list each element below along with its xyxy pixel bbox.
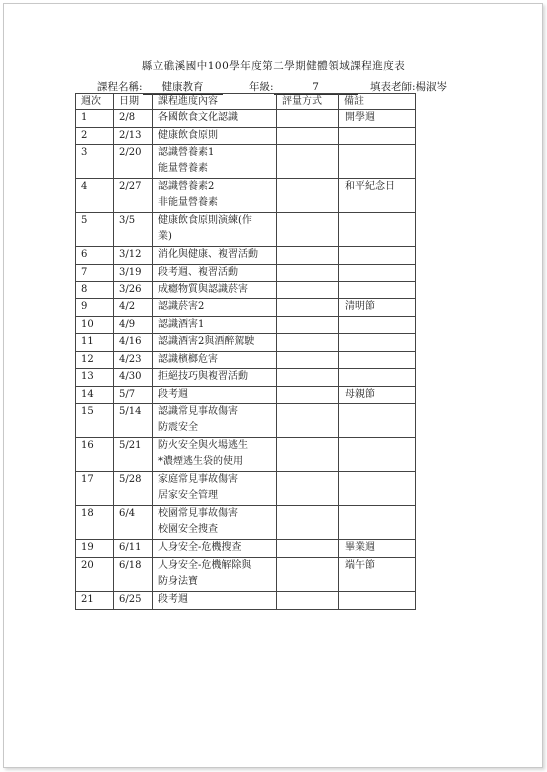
course-name-label: 課程名稱:: [97, 81, 143, 93]
evaluation-cell: [277, 299, 339, 317]
evaluation-cell: [277, 128, 339, 145]
content-cell: [153, 317, 277, 334]
date-cell: 5/7: [114, 387, 153, 404]
table-row: [76, 265, 416, 282]
date-cell: 2/20: [114, 145, 153, 179]
week-cell: 8: [76, 282, 114, 299]
table-row: [76, 438, 416, 472]
evaluation-cell: [277, 472, 339, 506]
table-row: [76, 352, 416, 369]
date-cell: 4/23: [114, 352, 153, 369]
date-cell: 3/5: [114, 213, 153, 247]
teacher-value: 楊淑岑: [415, 81, 448, 93]
week-cell: 13: [76, 369, 114, 387]
content-line: 健康飲食原則演練(作: [158, 215, 252, 226]
evaluation-cell: [277, 213, 339, 247]
content-cell: [153, 438, 277, 472]
content-cell: [153, 558, 277, 592]
week-cell: 17: [76, 472, 114, 506]
content-cell: [153, 352, 277, 369]
evaluation-cell: [277, 352, 339, 369]
week-cell: 19: [76, 540, 114, 558]
evaluation-cell: [277, 247, 339, 265]
date-cell: 4/16: [114, 334, 153, 352]
table-row: [76, 506, 416, 540]
table-row: [76, 317, 416, 334]
note-cell: [339, 213, 416, 247]
date-cell: 5/28: [114, 472, 153, 506]
week-cell: 2: [76, 128, 114, 145]
content-line: *濃煙逃生袋的使用: [158, 456, 243, 467]
content-cell: [153, 299, 277, 317]
date-cell: 2/8: [114, 110, 153, 128]
note-cell: [339, 352, 416, 369]
content-line: 認識營養素2: [158, 181, 215, 192]
content-line: 非能量營養素: [158, 197, 218, 208]
table-header-row: [76, 94, 416, 110]
content-cell: [153, 128, 277, 145]
content-cell: [153, 247, 277, 265]
note-cell: [339, 438, 416, 472]
table-row: [76, 213, 416, 247]
note-cell: [339, 334, 416, 352]
content-line: 防震安全: [158, 422, 198, 433]
date-cell: 2/13: [114, 128, 153, 145]
content-cell: [153, 592, 277, 610]
table-row: [76, 247, 416, 265]
week-cell: 14: [76, 387, 114, 404]
date-cell: 6/18: [114, 558, 153, 592]
note-cell: 清明節: [339, 299, 416, 317]
content-line: 認識菸害2: [158, 301, 205, 312]
date-cell: 6/25: [114, 592, 153, 610]
evaluation-cell: [277, 110, 339, 128]
date-cell: 4/30: [114, 369, 153, 387]
evaluation-cell: [277, 369, 339, 387]
teacher-field: [370, 79, 447, 94]
date-cell: 3/19: [114, 265, 153, 282]
week-cell: 6: [76, 247, 114, 265]
date-cell: 4/2: [114, 299, 153, 317]
week-cell: 18: [76, 506, 114, 540]
document-title: 縣立礁溪國中100學年度第二學期健體領域課程進度表: [141, 60, 406, 72]
week-cell: 15: [76, 404, 114, 438]
table-row: [76, 369, 416, 387]
content-cell: [153, 404, 277, 438]
note-cell: 和平紀念日: [339, 179, 416, 213]
content-line: 認識營養素1: [158, 147, 215, 158]
evaluation-cell: [277, 592, 339, 610]
content-line: 能量營養素: [158, 163, 208, 174]
evaluation-cell: [277, 317, 339, 334]
content-line: 認識酒害2與酒醉駕駛: [158, 336, 255, 347]
week-cell: 4: [76, 179, 114, 213]
table-row: [76, 145, 416, 179]
content-line: 防身法寶: [158, 576, 198, 587]
content-cell: [153, 387, 277, 404]
evaluation-cell: [277, 438, 339, 472]
note-cell: 畢業週: [339, 540, 416, 558]
week-cell: 12: [76, 352, 114, 369]
date-cell: 6/4: [114, 506, 153, 540]
note-cell: [339, 265, 416, 282]
week-cell: 9: [76, 299, 114, 317]
table-row: [76, 472, 416, 506]
evaluation-cell: [277, 506, 339, 540]
week-cell: 21: [76, 592, 114, 610]
header-evaluation: 評量方式: [277, 94, 339, 110]
note-cell: 開學週: [339, 110, 416, 128]
content-cell: [153, 282, 277, 299]
table-row: [76, 128, 416, 145]
table-row: [76, 540, 416, 558]
table-row: [76, 334, 416, 352]
table-row: [76, 282, 416, 299]
content-cell: [153, 213, 277, 247]
date-cell: 4/9: [114, 317, 153, 334]
header-content: 課程進度內容: [153, 94, 277, 110]
week-cell: 10: [76, 317, 114, 334]
evaluation-cell: [277, 334, 339, 352]
content-line: 各國飲食文化認識: [158, 112, 238, 123]
content-line: 人身安全-危機搜查: [158, 542, 242, 553]
content-cell: [153, 506, 277, 540]
content-line: 認識常見事故傷害: [158, 406, 238, 417]
note-cell: [339, 404, 416, 438]
content-line: 消化與健康、複習活動: [158, 249, 258, 260]
content-line: 居家安全管理: [158, 490, 218, 501]
content-line: 段考週: [158, 594, 188, 605]
content-cell: [153, 369, 277, 387]
table-row: [76, 558, 416, 592]
date-cell: 5/21: [114, 438, 153, 472]
content-cell: [153, 540, 277, 558]
week-cell: 3: [76, 145, 114, 179]
content-cell: [153, 145, 277, 179]
note-cell: [339, 128, 416, 145]
date-cell: 6/11: [114, 540, 153, 558]
note-cell: [339, 145, 416, 179]
content-line: 防火安全與火場逃生: [158, 440, 248, 451]
header-note: 備註: [339, 94, 416, 110]
note-cell: [339, 369, 416, 387]
week-cell: 20: [76, 558, 114, 592]
note-cell: [339, 317, 416, 334]
content-line: 段考週: [158, 389, 188, 400]
week-cell: 16: [76, 438, 114, 472]
content-line: 段考週、複習活動: [158, 267, 238, 278]
content-cell: [153, 110, 277, 128]
table-row: [76, 110, 416, 128]
evaluation-cell: [277, 540, 339, 558]
course-name-value: 健康教育: [143, 81, 223, 95]
evaluation-cell: [277, 387, 339, 404]
header-week: 週次: [76, 94, 114, 110]
grade-label: 年級:: [249, 81, 274, 93]
content-line: 認識檳榔危害: [158, 354, 218, 365]
week-cell: 11: [76, 334, 114, 352]
content-cell: [153, 179, 277, 213]
date-cell: 3/12: [114, 247, 153, 265]
week-cell: 7: [76, 265, 114, 282]
date-cell: 5/14: [114, 404, 153, 438]
evaluation-cell: [277, 145, 339, 179]
content-line: 校園安全搜查: [158, 524, 218, 535]
evaluation-cell: [277, 404, 339, 438]
date-cell: 2/27: [114, 179, 153, 213]
table-row: [76, 179, 416, 213]
content-line: 校園常見事故傷害: [158, 508, 238, 519]
note-cell: [339, 506, 416, 540]
content-cell: [153, 334, 277, 352]
table-row: [76, 592, 416, 610]
evaluation-cell: [277, 558, 339, 592]
note-cell: [339, 282, 416, 299]
evaluation-cell: [277, 265, 339, 282]
content-line: 成癮物質與認識菸害: [158, 284, 248, 295]
content-line: 拒絕技巧與複習活動: [158, 371, 248, 382]
note-cell: [339, 247, 416, 265]
grade-value: 7: [274, 81, 358, 95]
table-row: [76, 387, 416, 404]
note-cell: [339, 592, 416, 610]
week-cell: 5: [76, 213, 114, 247]
content-cell: [153, 265, 277, 282]
note-cell: [339, 472, 416, 506]
table-row: [76, 404, 416, 438]
evaluation-cell: [277, 282, 339, 299]
note-cell: 母親節: [339, 387, 416, 404]
content-line: 人身安全-危機解除與: [158, 560, 252, 571]
header-date: 日期: [114, 94, 153, 110]
table-body: [76, 110, 416, 610]
date-cell: 3/26: [114, 282, 153, 299]
week-cell: 1: [76, 110, 114, 128]
table-row: [76, 299, 416, 317]
content-line: 家庭常見事故傷害: [158, 474, 238, 485]
content-cell: [153, 472, 277, 506]
content-line: 健康飲食原則: [158, 130, 218, 141]
evaluation-cell: [277, 179, 339, 213]
teacher-label: 填表老師:: [370, 81, 416, 93]
schedule-table: [75, 93, 416, 610]
content-line: 認識酒害1: [158, 319, 205, 330]
note-cell: 端午節: [339, 558, 416, 592]
content-line: 業): [158, 231, 172, 242]
